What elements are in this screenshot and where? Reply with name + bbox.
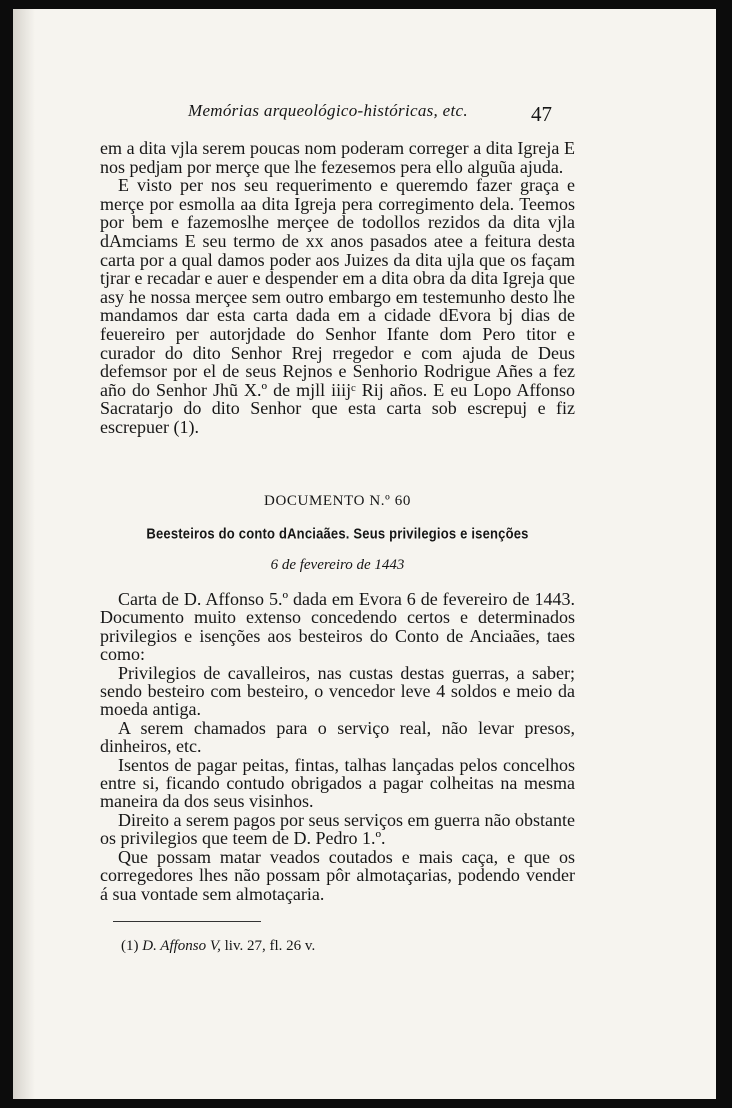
footnote <box>121 938 581 955</box>
book-page <box>13 9 716 1099</box>
running-header: Memórias arqueológico-históricas, etc. <box>188 101 468 120</box>
page-gutter-shadow <box>13 9 35 1099</box>
document-date: 6 de fevereiro de 1443 <box>270 557 405 573</box>
paragraph: Carta de D. Affonso 5.º dada em Evora 6 de fevereiro de 1443. Documento muito extenso concedendo certos e determinados privilegios e isenções aos besteiros do Conto de Anciaães, taes como: <box>100 589 575 665</box>
page-number: 47 <box>531 102 552 126</box>
document-summary <box>100 590 575 903</box>
document-subject: Beesteiros do conto dAnciaães. Seus privilegios e isenções <box>146 524 529 543</box>
body-text <box>100 139 575 437</box>
paragraph: em a dita vjla serem poucas nom poderam correger a dita Igreja E nos pedjam por merçe que lhe fezesemos pera ello alguũa ajuda. <box>100 138 575 177</box>
paragraph: A serem chamados para o serviço real, não levar presos, dinheiros, etc. <box>100 717 575 757</box>
footnote-rule <box>113 921 261 922</box>
footnote-reference: liv. 27, fl. 26 v. <box>224 938 316 954</box>
document-title: DOCUMENTO N.º 60 <box>264 493 411 509</box>
footnote-marker: (1) <box>121 938 139 954</box>
paragraph: E visto per nos seu requerimento e queremdo fazer graça e merçe por esmolla aa dita Igreja pera corregimento dela. Teemos por bem e fazemoslhe merçee de todollos rezidos da dita vjla dAmciams E seu termo de xx anos pasados atee a feitura desta carta por a qual damos poder aos Juizes da dita ujla que os façam tjrar e recadar e auer e despender em a dita obra da dita Igreja que asy he nossa merçee sem outro embargo em testemunho desto lhe mandamos dar esta carta dada em a cidade dEvora bj dias de feuereiro per autorjdade do Senhor Ifante dom Pero titor e curador do dito Senhor Rrej rregedor e com ajuda de Deus defemsor por el de seus Rejnos e Senhorio Rodrigue Añes a fez año do Senhor Jhũ X.º de mjll iiijᶜ Rij años. E eu Lopo Affonso Sacratarjo do dito Senhor que esta carta sob escrepuj e fiz escrepuer (1). <box>100 175 575 437</box>
paragraph: Direito a serem pagos por seus serviços em guerra não obstante os privilegios que teem de D. Pedro 1.º. <box>100 809 575 849</box>
paragraph: Privilegios de cavalleiros, nas custas destas guerras, a saber; sendo besteiro com besteiro, o vencedor leve 4 soldos e meio da moeda antiga. <box>100 662 575 720</box>
paragraph: Que possam matar veados coutados e mais caça, e que os corregedores lhes não possam pôr almotaçarias, podendo vender á sua vontade sem almotaçaria. <box>100 846 575 904</box>
paragraph: Isentos de pagar peitas, fintas, talhas lançadas pelos concelhos entre si, ficando contudo obrigados a pagar colheitas na mesma maneira da dos seus visinhos. <box>100 754 575 812</box>
footnote-source: D. Affonso V, <box>142 938 221 954</box>
